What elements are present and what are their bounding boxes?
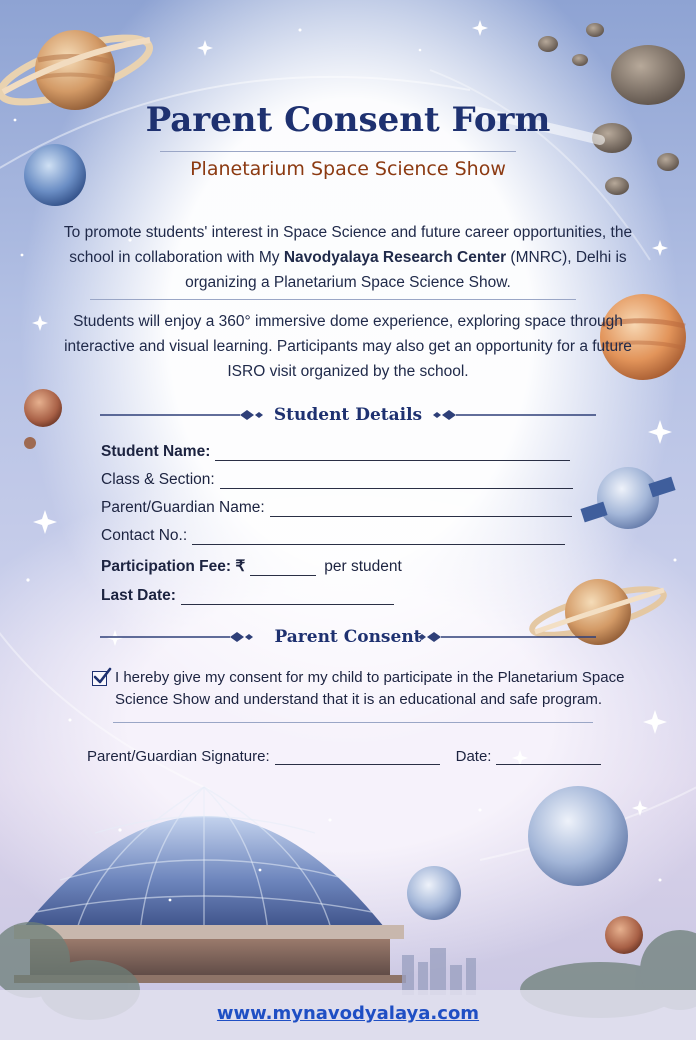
date-input-line[interactable]	[496, 751, 601, 765]
contact-field[interactable]	[101, 527, 565, 545]
last-date-input-line[interactable]	[181, 591, 394, 605]
class-section-input-line[interactable]	[220, 475, 573, 489]
last-date-label: Last Date:	[101, 587, 176, 604]
signature-row	[87, 748, 601, 765]
intro-text-part1: To promote students' interest in Space Science and future career opportunities, the school in collaboration with My	[63, 224, 633, 266]
consent-statement: I hereby give my consent for my child to participate in the Planetarium Space Science Show and understand that it is an educational and safe program.	[115, 669, 625, 708]
intro-org-name: Navodyalaya Research Center	[283, 249, 507, 266]
contact-input-line[interactable]	[192, 531, 565, 545]
student-name-input-line[interactable]	[215, 447, 570, 461]
fee-label: Participation Fee: ₹	[101, 558, 246, 575]
consent-statement-row	[92, 667, 632, 711]
date-label: Date:	[455, 748, 492, 765]
parent-consent-heading: Parent Consent	[274, 627, 422, 647]
form-title: Parent Consent Form	[145, 100, 551, 140]
fee-suffix: per student	[324, 558, 402, 575]
description-paragraph: Students will enjoy a 360° immersive dome experience, exploring space through interactive and visual learning. Participants may also get an opportunity for a future ISRO visit organized by the school.	[64, 313, 632, 380]
class-section-field[interactable]	[101, 471, 573, 489]
signature-input-line[interactable]	[275, 751, 440, 765]
checkmark-icon	[92, 666, 112, 686]
signature-label: Parent/Guardian Signature:	[87, 748, 270, 765]
class-section-label: Class & Section:	[101, 471, 215, 488]
title-divider	[160, 151, 516, 152]
website-link[interactable]: www.mynavodyalaya.com	[216, 1003, 480, 1024]
parent-name-field[interactable]	[101, 499, 572, 517]
form-subtitle: Planetarium Space Science Show	[190, 158, 506, 180]
consent-divider	[113, 722, 593, 723]
consent-checkbox[interactable]	[92, 671, 107, 686]
student-name-label: Student Name:	[101, 443, 211, 460]
parent-name-label: Parent/Guardian Name:	[101, 499, 265, 516]
participation-fee-field[interactable]	[101, 557, 402, 576]
intro-text-part2: (MNRC), Delhi is organizing a Planetarium Space Science Show.	[185, 249, 627, 291]
intro-paragraph	[60, 220, 636, 295]
student-details-heading: Student Details	[273, 405, 423, 425]
contact-label: Contact No.:	[101, 527, 188, 544]
student-name-field[interactable]	[101, 443, 570, 461]
fee-input-line[interactable]	[250, 562, 316, 576]
parent-name-input-line[interactable]	[270, 503, 572, 517]
intro-divider	[90, 299, 576, 300]
last-date-field[interactable]	[101, 587, 394, 605]
